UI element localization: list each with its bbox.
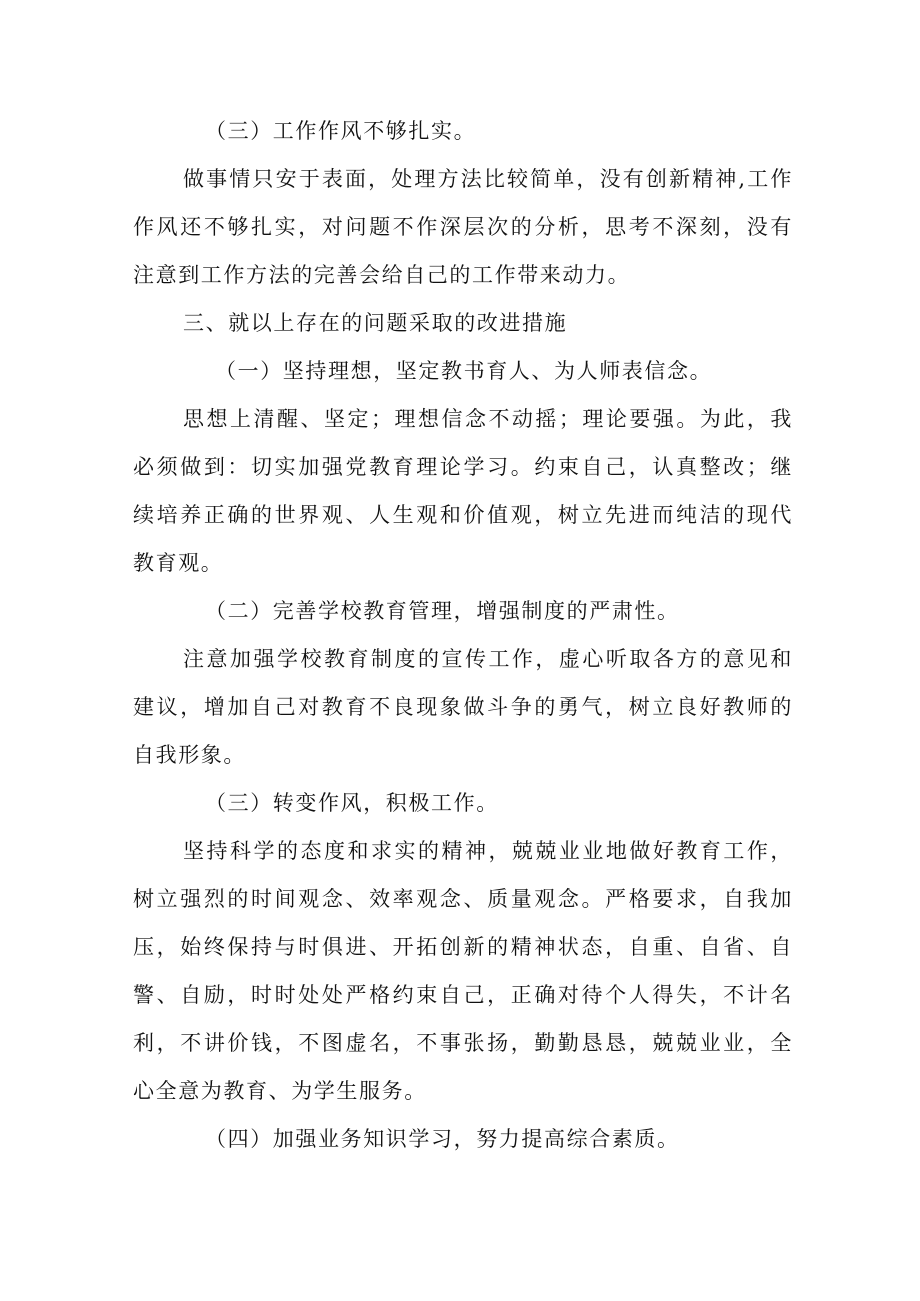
paragraph-line: 续培养正确的世界观、人生观和价值观，树立先进而纯洁的现代 [133,503,793,527]
section-heading: 三、就以上存在的问题采取的改进措施 [183,311,568,335]
paragraph-line: 警、自励，时时处处严格约束自己，正确对待个人得失，不计名 [133,983,793,1007]
paragraph-line: 利，不讲价钱，不图虚名，不事张扬，勤勤恳恳，兢兢业业，全 [133,1031,793,1055]
paragraph-line: 坚持科学的态度和求实的精神，兢兢业业地做好教育工作， [183,839,793,863]
paragraph-line: 教育观。 [133,551,224,575]
paragraph-line: 注意到工作方法的完善会给自己的工作带来动力。 [133,263,631,287]
subheading-change-style: （三）转变作风，积极工作。 [205,791,499,815]
paragraph-line: 压，始终保持与时俱进、开拓创新的精神状态，自重、自省、自 [133,935,793,959]
paragraph-line: 心全意为教育、为学生服务。 [133,1079,427,1103]
subheading-ideals: （一）坚持理想，坚定教书育人、为人师表信念。 [215,359,713,383]
paragraph-line: 思想上清醒、坚定；理想信念不动摇；理论要强。为此，我 [183,407,793,431]
paragraph-line: 注意加强学校教育制度的宣传工作，虚心听取各方的意见和 [183,647,793,671]
paragraph-line: 作风还不够扎实，对问题不作深层次的分析，思考不深刻，没有 [133,215,793,239]
subheading-study: （四）加强业务知识学习，努力提高综合素质。 [205,1127,680,1151]
subheading-management: （二）完善学校教育管理，增强制度的严肃性。 [205,599,680,623]
subheading-work-style: （三）工作作风不够扎实。 [205,119,477,143]
paragraph-line: 做事情只安于表面，处理方法比较简单，没有创新精神,工作 [183,167,793,191]
paragraph-line: 自我形象。 [133,743,246,767]
paragraph-line: 必须做到：切实加强党教育理论学习。约束自己，认真整改；继 [133,455,793,479]
paragraph-line: 树立强烈的时间观念、效率观念、质量观念。严格要求，自我加 [133,887,793,911]
paragraph-line: 建议，增加自己对教育不良现象做斗争的勇气，树立良好教师的 [133,695,793,719]
